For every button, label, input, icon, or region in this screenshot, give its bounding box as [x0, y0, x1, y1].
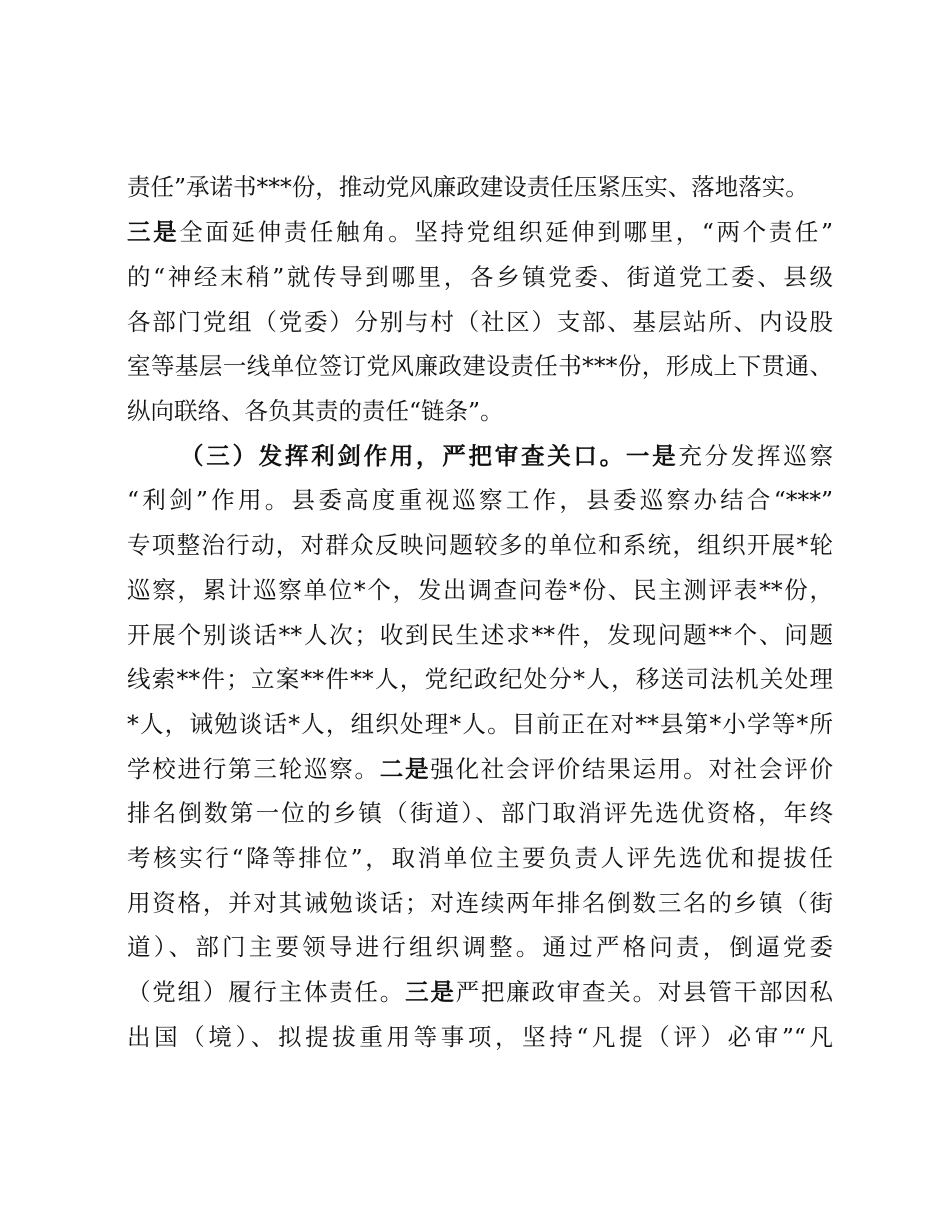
- section-heading-line: （三）发挥利剑作用，严把审查关口。一是充分发挥巡察: [180, 442, 834, 470]
- section-heading: （三）发挥利剑作用，严把审查关口。: [180, 442, 626, 470]
- paragraph-line: 学校进行第三轮巡察。二是强化社会评价结果运用。对社会评价: [127, 755, 834, 783]
- paragraph-line: 纵向联络、各负其责的责任“链条”。: [127, 397, 504, 425]
- paragraph-line: 考核实行“降等排位”，取消单位主要负责人评先选优和提拔任: [127, 844, 833, 872]
- paragraph-line: 专项整治行动，对群众反映问题较多的单位和系统，组织开展*轮: [127, 531, 833, 559]
- paragraph-line: 道）、部门主要领导进行组织调整。通过严格问责，倒逼党委: [127, 933, 833, 961]
- paragraph-line: 巡察，累计巡察单位*个，发出调查问卷*份、民主测评表**份，: [127, 576, 833, 604]
- paragraph-line: 用资格，并对其诫勉谈话；对连续两年排名倒数三名的乡镇（街: [127, 889, 833, 917]
- paragraph-line: “利剑”作用。县委高度重视巡察工作，县委巡察办结合“***”: [127, 486, 833, 514]
- paragraph-line: （党组）履行主体责任。三是严把廉政审查关。对县管干部因私: [127, 978, 834, 1006]
- paragraph-line: *人，诫勉谈话*人，组织处理*人。目前正在对**县第*小学等*所: [127, 710, 833, 738]
- bold-lead: 三是: [127, 218, 180, 246]
- paragraph-line: 的“神经末稍”就传导到哪里，各乡镇党委、街道党工委、县级: [127, 263, 833, 291]
- bold-lead: 二是: [379, 755, 431, 783]
- bold-lead: 一是: [625, 442, 679, 470]
- paragraph-line: 各部门党组（党委）分别与村（社区）支部、基层站所、内设股: [127, 308, 833, 336]
- paragraph-line: 开展个别谈话**人次；收到民生述求**件，发现问题**个、问题: [127, 621, 833, 649]
- paragraph-line: 排名倒数第一位的乡镇（街道）、部门取消评先选优资格，年终: [127, 799, 833, 827]
- paragraph-line: 室等基层一线单位签订党风廉政建设责任书***份，形成上下贯通、: [127, 352, 833, 380]
- paragraph-line: 三是全面延伸责任触角。坚持党组织延伸到哪里，“两个责任”: [127, 218, 834, 246]
- paragraph-line: 出国（境）、拟提拔重用等事项，坚持“凡提（评）必审”“凡: [127, 1023, 833, 1051]
- bold-lead: 三是: [405, 978, 456, 1006]
- paragraph-line: 责任”承诺书***份，推动党风廉政建设责任压紧压实、落地落实。: [127, 173, 809, 201]
- paragraph-line: 线索**件；立案**件**人，党纪政纪处分*人，移送司法机关处理: [127, 665, 833, 693]
